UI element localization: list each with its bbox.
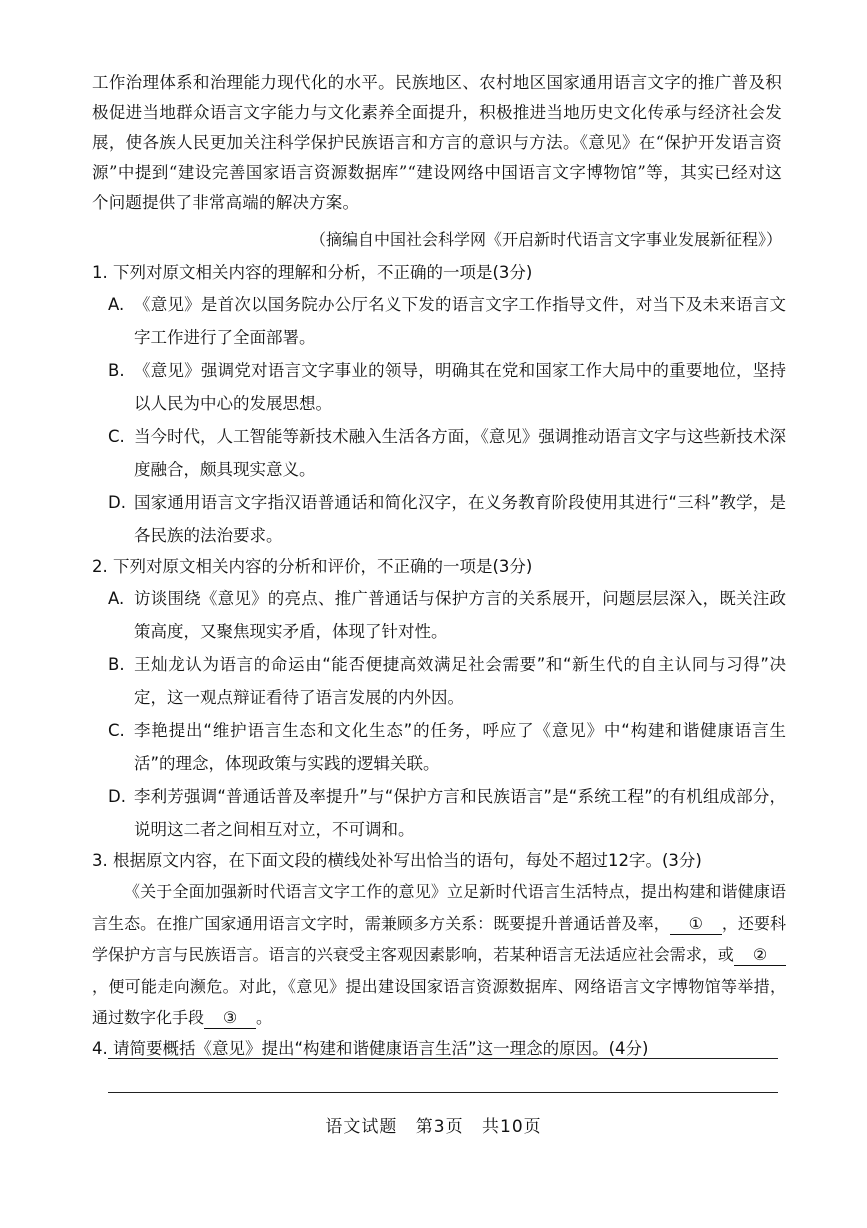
- answer-line-2[interactable]: [108, 1092, 778, 1093]
- page-footer: [0, 1112, 867, 1137]
- question-1-option-a: [92, 288, 786, 354]
- question-1-option-c: [92, 420, 786, 486]
- cloze-blank-2[interactable]: ②: [734, 945, 786, 966]
- question-4-stem: 4. 请简要概括《意见》提出“构建和谐健康语言生活”这一理念的原因。(4分): [92, 1038, 649, 1058]
- option-label: A.: [108, 589, 125, 608]
- option-label: B.: [108, 655, 125, 674]
- question-1-option-b: [92, 354, 786, 420]
- cloze-text: 。: [256, 1008, 273, 1027]
- option-text: 李利芳强调“普通话普及率提升”与“保护方言和民族语言”是“系统工程”的有机组成部分，说明这二者之间相互对立，不可调和。: [134, 787, 786, 839]
- option-text: 《意见》强调党对语言文字事业的领导，明确其在党和国家工作大局中的重要地位，坚持以人民为中心的发展思想。: [134, 361, 786, 413]
- option-text: 国家通用语言文字指汉语普通话和简化汉字，在义务教育阶段使用其进行“三科”教学，是各民族的法治要求。: [134, 493, 786, 545]
- cloze-blank-3[interactable]: ③: [204, 1008, 256, 1029]
- option-text: 《意见》是首次以国务院办公厅名义下发的语言文字工作指导文件，对当下及未来语言文字工作进行了全面部署。: [134, 295, 786, 347]
- option-label: A.: [108, 295, 125, 314]
- answer-line-1[interactable]: [108, 1058, 778, 1059]
- question-3-cloze-passage: [92, 876, 786, 1034]
- question-2-stem: 2. 下列对原文相关内容的分析和评价，不正确的一项是(3分): [92, 557, 533, 576]
- option-text: 王灿龙认为语言的命运由“能否便捷高效满足社会需要”和“新生代的自主认同与习得”决定，这一观点辩证看待了语言发展的内外因。: [134, 655, 786, 707]
- option-label: D.: [108, 493, 126, 512]
- questions-section: [92, 258, 786, 1064]
- option-label: C.: [108, 427, 125, 446]
- question-2-option-d: [92, 780, 786, 846]
- cloze-text: ，还要科学保护方言与民族语言。语言的兴衰受主客观因素影响，若某种语言无法适应社会需求，或: [92, 913, 786, 964]
- footer-subject: 语文试题: [325, 1117, 398, 1137]
- option-text: 访谈围绕《意见》的亮点、推广普通话与保护方言的关系展开，问题层层深入，既关注政策高度，又聚焦现实矛盾，体现了针对性。: [134, 589, 786, 641]
- question-1-stem: 1. 下列对原文相关内容的理解和分析，不正确的一项是(3分): [92, 263, 533, 282]
- option-text: 李艳提出“维护语言生态和文化生态”的任务，呼应了《意见》中“构建和谐健康语言生活”的理念，体现政策与实践的逻辑关联。: [134, 721, 786, 773]
- question-1: [92, 258, 786, 552]
- cloze-text: ，便可能走向濒危。对此，《意见》提出建设国家语言资源数据库、网络语言文字博物馆等举措，通过数字化手段: [92, 976, 786, 1027]
- footer-total-pages: 共10页: [482, 1117, 542, 1137]
- question-2-option-b: [92, 648, 786, 714]
- option-label: B.: [108, 361, 125, 380]
- question-2-option-c: [92, 714, 786, 780]
- footer-page-number: 第3页: [415, 1117, 464, 1137]
- option-text: 当今时代，人工智能等新技术融入生活各方面，《意见》强调推动语言文字与这些新技术深度融合，颇具现实意义。: [134, 427, 786, 479]
- question-4: [92, 1034, 786, 1064]
- question-2: [92, 552, 786, 846]
- cloze-blank-1[interactable]: ①: [670, 914, 722, 935]
- question-2-option-a: [92, 582, 786, 648]
- cloze-text: 《关于全面加强新时代语言文字工作的意见》立足新时代语言生活特点，提出构建和谐健康语言生态。在推广国家通用语言文字时，需兼顾多方关系：既要提升普通话普及率，: [92, 882, 786, 933]
- question-3: [92, 846, 786, 1034]
- option-label: D.: [108, 787, 126, 806]
- option-label: C.: [108, 721, 125, 740]
- question-1-option-d: [92, 486, 786, 552]
- passage-paragraph: 工作治理体系和治理能力现代化的水平。民族地区、农村地区国家通用语言文字的推广普及积极促进当地群众语言文字能力与文化素养全面提升，积极推进当地历史文化传承与经济社会发展，使各族人民更加关注科学保护民族语言和方言的意识与方法。《意见》在“保护开发语言资源”中提到“建设完善国家语言资源数据库”“建设网络中国语言文字博物馆”等，其实已经对这个问题提供了非常高端的解决方案。: [92, 73, 782, 212]
- passage-source: （摘编自中国社会科学网《开启新时代语言文字事业发展新征程》）: [309, 230, 782, 249]
- question-3-stem: 3. 根据原文内容，在下面文段的横线处补写出恰当的语句，每处不超过12字。(3分): [92, 851, 702, 870]
